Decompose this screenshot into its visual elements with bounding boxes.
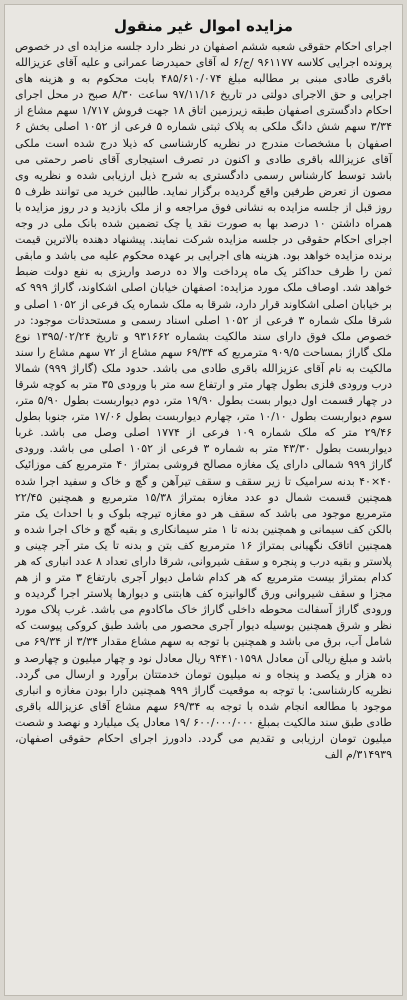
notice-body: اجرای احکام حقوقی شعبه ششم اصفهان در نظر دارد جلسه مزایده ای در خصوص پرونده اجرایی کلاسه ۹۶۱۱۷۷ /ج/۶ له آقای حمیدرضا عمرانی و علیه آقای عزیزالله باقری طادی مبنی بر مطالبه مبلغ ۴۸۵/۶۱۰/۰۷۴ بابت محکوم به و هزینه های اجرایی و حق الاجرای دولتی در تاریخ ۹۷/۱۱/۱۶ ساعت ۸/۳۰ صبح در محل اجرای احکام دادگستری اصفهان طبقه زیرزمین اتاق ۱۸ جهت فروش ۱/۷۱۷ سهم مشاع از ۳/۳۴ سهم شش دانگ ملکی به پلاک ثبتی شماره ۵ فرعی از ۱۰۵۲ اصلی بخش ۶ اصفهان با مشخصات مندرج در نظریه کارشناسی که ذیلا درج شده است ملکی آقای عزیزالله باقری طادی و اکنون در تصرف استیجاری آقای ناصر رحمتی می باشد توسط کارشناس رسمی دادگستری به شرح ذیل ارزیابی شده و نظریه وی مصون از تعرض طرفین واقع گردیده برگزار نماید. طالبین خرید می توانند ظرف ۵ روز قبل از جلسه مزایده به نشانی فوق مراجعه و از ملک بازدید و در روز مزایده با همراه داشتن ۱۰ درصد بها به صورت نقد یا چک تضمین شده بانک ملی در وجه اجرای احکام حقوقی در جلسه مزایده شرکت نمایند. پیشنهاد دهنده بالاترین قیمت برنده مزایده خواهد بود. هزینه های اجرایی بر عهده محکوم علیه می باشد و مابقی ثمن را ظرف حداکثر یک ماه پرداخت والا ده درصد واریزی به نفع دولت ضبط خواهد شد. اوصاف ملک مورد مزایده: اصفهان خیابان اصلی اشکاوند، گاراژ ۹۹۹ که بر خیابان اصلی اشکاوند قرار دارد، شرقا به ملک شماره یک فرعی از ۱۰۵۲ اصلی و شرقا ملک شماره ۳ فرعی از ۱۰۵۲ اصلی اسناد رسمی و مستحدثات موجود: در خصوص ملک فوق دارای سند مالکیت بشماره ۹۳۱۶۶۲ و تاریخ ۱۳۹۵/۰۲/۲۴ نوع ملک گاراژ بمساحت ۹۰۹/۵ مترمربع که ۶۹/۳۴ سهم مشاع از ۷۲ سهم مشاع را سند مالکیت به نام آقای عزیزالله باقری طادی می باشد. حدود ملک (گاراژ ۹۹۹) شمالا درب ورودی فلزی بطول چهار متر و ارتفاع سه متر با ورودی ۳۵ متر به کوچه شرقا در چهار قسمت اول دیوار بست بطول ۱۹/۹۰ متر، دوم دیواربست بطول ۵/۹۰ متر، سوم دیواربست بطول ۱۰/۱۰ متر، چهارم دیواربست بطول ۱۷/۰۶ متر، جنوبا بطول ۲۹/۴۶ متر که ملک شماره ۱۰۹ فرعی از ۱۷۷۴ اصلی وصل می باشد. غربا دیواربست بطول ۴۳/۳۰ متر به شماره ۳ فرعی از ۱۰۵۲ اصلی می باشد. ورودی گاراژ ۹۹۹ شمالی دارای یک مغازه مصالح فروشی بمتراژ ۴۰ مترمربع کف موزائیک ۴۰×۴۰ بدنه سرامیک تا زیر سقف و سقف تیرآهن و گچ و خاک و سفید اجرا شده همچنین قسمت شمال دو عدد مغازه بمتراژ ۱۵/۳۸ مترمربع و همچنین ۲۲/۴۵ مترمربع موجود می باشد که سقف هر دو مغازه تیرچه بلوک و با احداث یک متر بالکن کف سیمانی و همچنین بدنه تا ۱ متر سیمانکاری و بقیه گچ و خاک اجرا شده و همچنین اتاقک نگهبانی بمتراژ ۱۶ مترمربع کف بتن و بدنه تا یک متر آجر چینی و پلاستر و بقیه درب و پنجره و سقف شیروانی، شرقا دارای تعداد ۸ عدد انباری که هر کدام بمتراژ بیست مترمربع که هر کدام شامل دیوار آجری بارتفاع ۳ متر و از هم مجزا و سقف شیروانی ورق گالوانیزه کف هابتنی و دیوارها پلاستر اجرا گردیده و ورودی گاراژ آسفالت محوطه داخلی گاراژ خاک ماکادوم می باشد. غرب پلاک مورد نظر و شرق همچنین بوسیله دیوار آجری محصور می باشد طبق کروکی پیوست که شامل آب، برق می باشد و همچنین با توجه به سهم مشاع مقدار ۳/۳۴ از ۶۹/۳۴ می باشد و مبلغ ریالی آن معادل ۹۴۴۱۰۱۵۹۸ ریال معادل نود و چهار میلیون و چهارصد و ده هزار و یکصد و پنجاه و نه میلیون تومان خدمتتان برآورد و ارسال می گردد. نظریه کارشناسی: با توجه به موقعیت گاراژ ۹۹۹ همچنین دارا بودن مغازه و انباری موجود با مطالعه انجام شده با توجه به ۶۹/۳۴ سهم مشاع آقای عزیزالله باقری طادی طبق سند مالکیت بمبلغ ۶۰۰/۰۰۰/۰۰۰ /۱۹ معادل یک میلیارد و نهصد و شصت میلیون تومان ارزیابی و تقدیم می گردد. دادورز اجرای احکام حقوقی اصفهان، ۳۱۴۹۳۹/م الف — [15, 40, 393, 762]
newspaper-notice — [4, 4, 403, 996]
notice-title: مزایده اموال غیر منقول — [114, 17, 293, 35]
